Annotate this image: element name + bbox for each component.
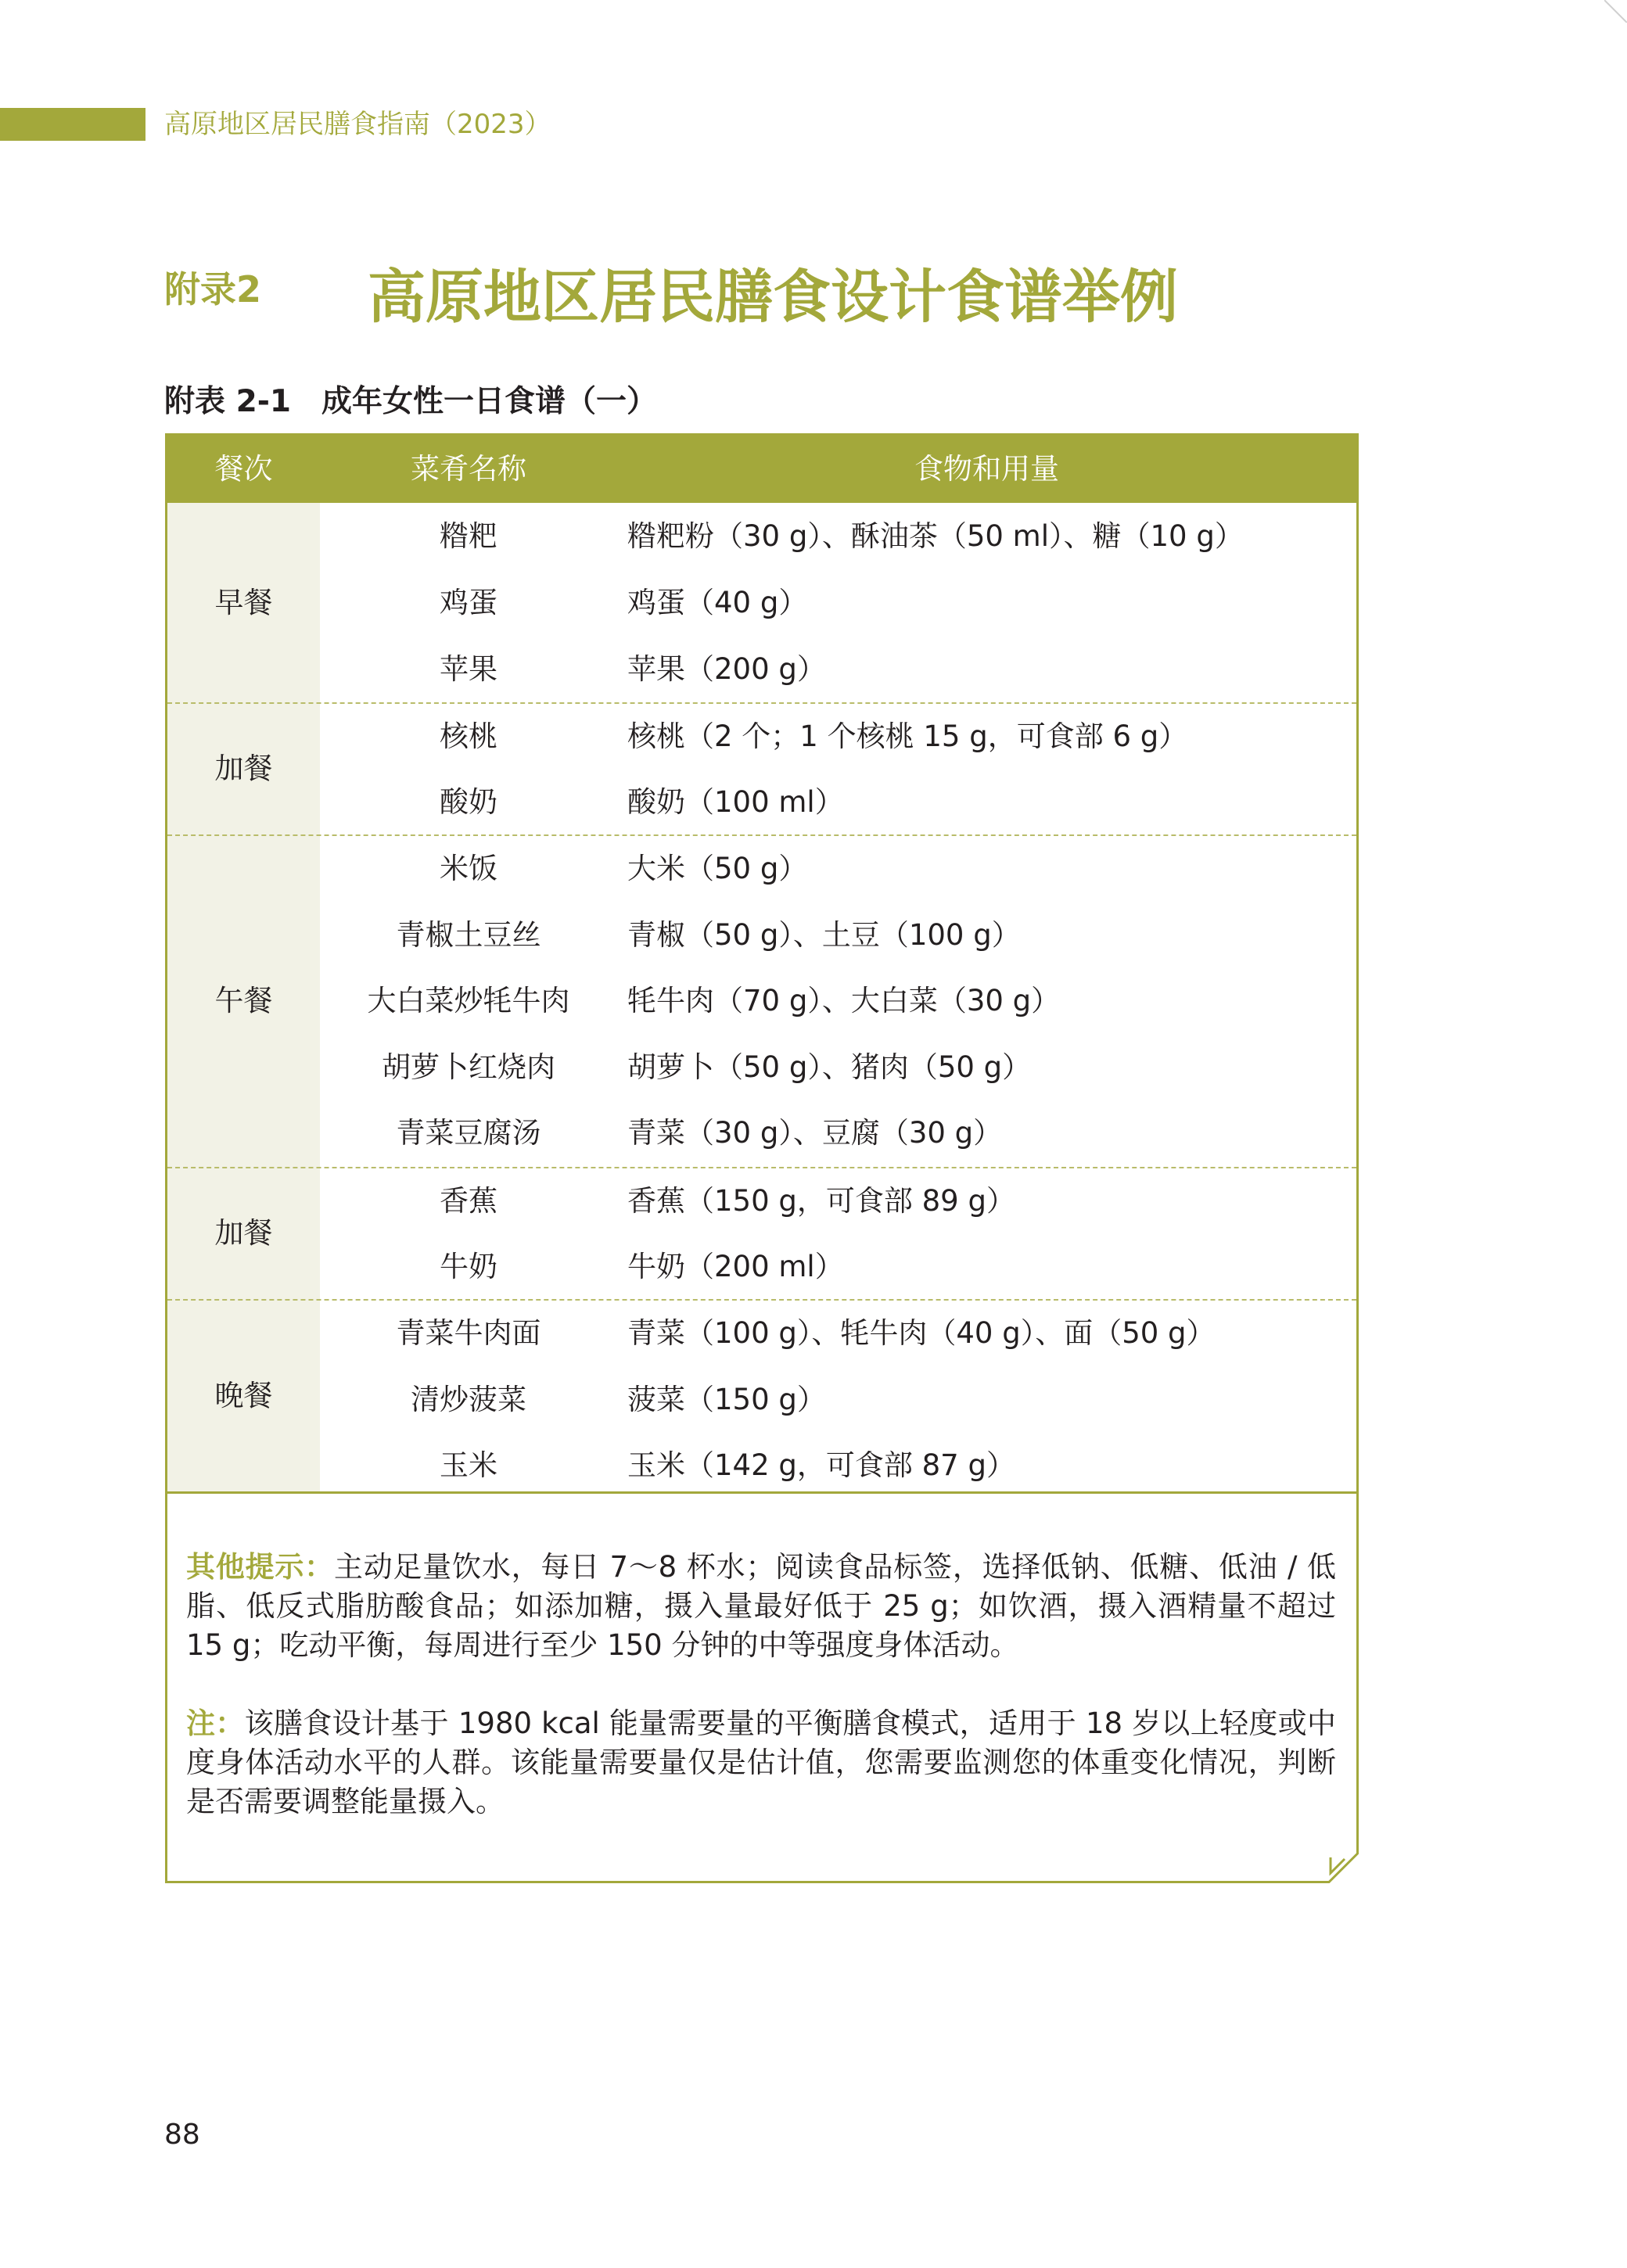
dish-name: 大白菜炒牦牛肉 — [367, 984, 570, 1017]
header-meal: 餐次 — [214, 452, 273, 486]
page-corner-mark — [1604, 0, 1627, 23]
dish-name: 清炒菠菜 — [411, 1383, 526, 1416]
table-row — [167, 703, 1356, 770]
meal-plan-table — [165, 433, 1359, 1494]
table-caption: 附表 2-1 成年女性一日食谱（一） — [164, 384, 658, 419]
food-amount: 青椒（50 g）、土豆（100 g） — [627, 918, 1021, 952]
food-amount: 牛奶（200 ml） — [627, 1250, 844, 1283]
other-tips-text: 主动足量饮水，每日 7～8 杯水；阅读食品标签，选择低钠、低糖、低油 / 低脂、低反式脂肪酸食品；如添加糖，摄入量最好低于 25 g；如饮酒，摄入酒精量不超过 15 g；吃动平衡，每周进行至少 150 分钟的中等强度身体活动。 — [186, 1550, 1337, 1662]
meal-group-breakfast — [167, 503, 1356, 702]
table-row — [167, 769, 1356, 835]
note-label: 注： — [186, 1706, 245, 1740]
dish-name: 青菜豆腐汤 — [396, 1116, 541, 1150]
meal-label: 早餐 — [214, 586, 273, 619]
table-row — [167, 1300, 1356, 1366]
dish-name: 糌粑 — [440, 519, 497, 553]
food-amount: 核桃（2 个；1 个核桃 15 g，可食部 6 g） — [627, 720, 1188, 753]
food-amount: 胡萝卜（50 g）、猪肉（50 g） — [627, 1050, 1032, 1084]
table-row — [167, 1366, 1356, 1433]
page-number: 88 — [164, 2119, 200, 2151]
table-row — [167, 835, 1356, 902]
table-row — [167, 902, 1356, 968]
header-color-band — [0, 108, 145, 141]
food-amount: 糌粑粉（30 g）、酥油茶（50 ml）、糖（10 g） — [627, 519, 1244, 553]
food-amount: 酸奶（100 ml） — [627, 785, 844, 819]
other-tips-paragraph — [186, 1548, 1336, 1665]
meal-group-dinner — [167, 1300, 1356, 1491]
table-row — [167, 1100, 1356, 1166]
dish-name: 牛奶 — [440, 1250, 497, 1283]
appendix-label: 附录2 — [164, 268, 262, 310]
dish-name: 核桃 — [440, 720, 497, 753]
dish-name: 米饭 — [440, 852, 497, 885]
food-amount: 鸡蛋（40 g） — [627, 586, 808, 619]
food-amount: 苹果（200 g） — [627, 652, 826, 686]
meal-label: 午餐 — [214, 984, 273, 1017]
note-text: 该膳食设计基于 1980 kcal 能量需要量的平衡膳食模式，适用于 18 岁以上轻度或中度身体活动水平的人群。该能量需要量仅是估计值，您需要监测您的体重变化情况，判断是否需要调整能量摄入。 — [186, 1706, 1336, 1818]
table-row — [167, 503, 1356, 569]
other-tips-label: 其他提示： — [186, 1550, 334, 1584]
meal-group-snack-morning — [167, 703, 1356, 834]
meal-label: 加餐 — [214, 752, 273, 785]
dish-name: 香蕉 — [440, 1184, 497, 1218]
meal-group-snack-afternoon — [167, 1168, 1356, 1299]
table-row — [167, 636, 1356, 702]
dish-name: 青菜牛肉面 — [396, 1316, 541, 1350]
meal-group-lunch — [167, 835, 1356, 1166]
table-row — [167, 967, 1356, 1034]
dish-name: 胡萝卜红烧肉 — [382, 1050, 555, 1084]
table-row — [167, 1233, 1356, 1300]
dish-name: 青椒土豆丝 — [396, 918, 541, 952]
header-food: 食物和用量 — [914, 452, 1059, 486]
meal-label: 加餐 — [214, 1216, 273, 1250]
dish-name: 玉米 — [440, 1448, 497, 1482]
note-paragraph — [186, 1704, 1336, 1821]
notes-box — [165, 1491, 1359, 1883]
food-amount: 青菜（30 g）、豆腐（30 g） — [627, 1116, 1003, 1150]
dish-name: 酸奶 — [440, 785, 497, 819]
table-row — [167, 1432, 1356, 1498]
food-amount: 菠菜（150 g） — [627, 1383, 826, 1416]
table-header-row — [167, 436, 1356, 503]
appendix-title: 高原地区居民膳食设计食谱举例 — [368, 264, 1178, 331]
food-amount: 牦牛肉（70 g）、大白菜（30 g） — [627, 984, 1061, 1017]
table-row — [167, 569, 1356, 636]
table-row — [167, 1034, 1356, 1100]
table-row — [167, 1168, 1356, 1234]
meal-label: 晚餐 — [214, 1379, 273, 1412]
food-amount: 青菜（100 g）、牦牛肉（40 g）、面（50 g） — [627, 1316, 1216, 1350]
running-header-title: 高原地区居民膳食指南（2023） — [164, 109, 551, 140]
food-amount: 玉米（142 g，可食部 87 g） — [627, 1448, 1015, 1482]
dish-name: 鸡蛋 — [440, 586, 497, 619]
header-dish: 菜肴名称 — [411, 452, 526, 486]
food-amount: 大米（50 g） — [627, 852, 808, 885]
food-amount: 香蕉（150 g，可食部 89 g） — [627, 1184, 1015, 1218]
dish-name: 苹果 — [440, 652, 497, 686]
